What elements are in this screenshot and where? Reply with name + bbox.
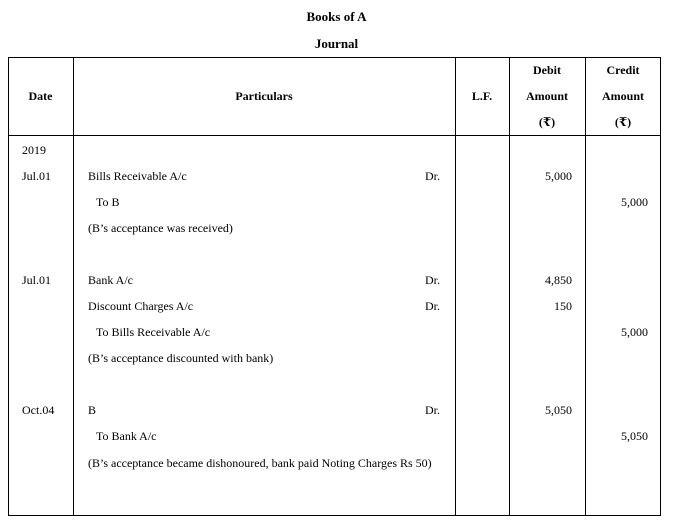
header-credit-currency: (₹) (614, 115, 632, 129)
credit-amount: 5,000 (621, 325, 648, 339)
account-name: Bills Receivable A/c (88, 169, 187, 183)
narration: (B’s acceptance discounted with bank) (88, 351, 274, 365)
entry-date: Oct.04 (22, 403, 55, 417)
header-particulars: Particulars (235, 89, 293, 103)
journal-title: Journal (314, 36, 359, 51)
header-divider (8, 135, 661, 136)
dr-marker: Dr. (425, 299, 440, 313)
header-credit: Credit (606, 63, 640, 77)
column-divider (73, 57, 74, 516)
debit-amount: 5,050 (545, 403, 572, 417)
debit-amount: 150 (554, 299, 572, 313)
header-debit-amount: Amount (525, 89, 568, 103)
debit-amount: 5,000 (545, 169, 572, 183)
account-name: To B (96, 195, 120, 209)
account-name: B (88, 403, 97, 417)
credit-amount: 5,000 (621, 195, 648, 209)
account-name: To Bank A/c (96, 429, 157, 443)
book-title: Books of A (306, 9, 367, 24)
year: 2019 (22, 143, 46, 157)
header-date: Date (28, 89, 53, 103)
header-lf: L.F. (471, 89, 493, 103)
dr-marker: Dr. (425, 273, 440, 287)
header-debit: Debit (533, 63, 561, 77)
account-name: To Bills Receivable A/c (96, 325, 211, 339)
dr-marker: Dr. (425, 403, 440, 417)
credit-amount: 5,050 (621, 429, 648, 443)
narration: (B’s acceptance became dishonoured, bank paid Noting Charges Rs 50) (88, 456, 432, 470)
account-name: Bank A/c (88, 273, 133, 287)
header-debit-currency: (₹) (538, 115, 556, 129)
header-credit-amount: Amount (601, 89, 644, 103)
column-divider (455, 57, 456, 516)
debit-amount: 4,850 (545, 273, 572, 287)
account-name: Discount Charges A/c (88, 299, 194, 313)
entry-date: Jul.01 (22, 169, 52, 183)
entry-date: Jul.01 (22, 273, 52, 287)
dr-marker: Dr. (425, 169, 440, 183)
narration: (B’s acceptance was received) (88, 221, 233, 235)
